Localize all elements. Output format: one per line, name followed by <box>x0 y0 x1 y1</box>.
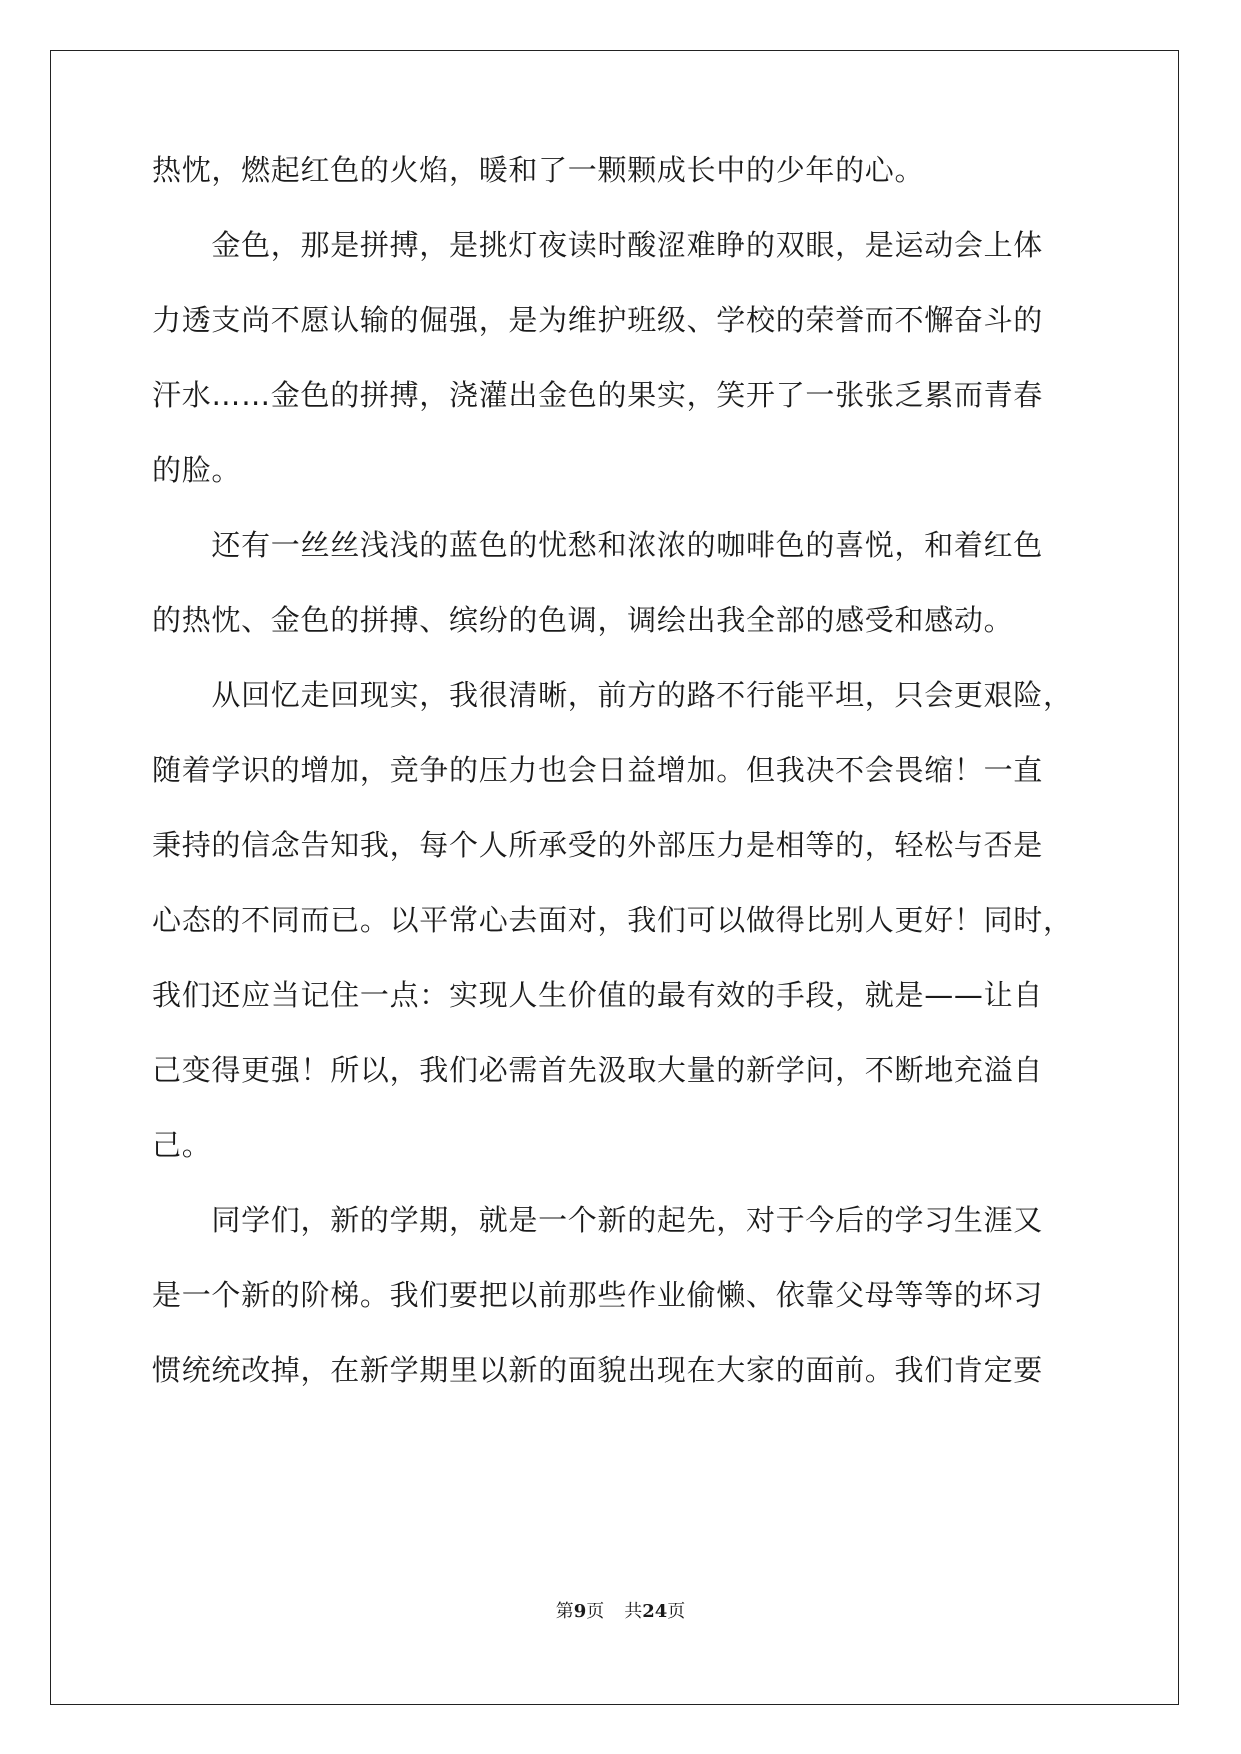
text-line-16: 是一个新的阶梯。我们要把以前那些作业偷懒、依靠父母等等的坏习 <box>152 1278 1044 1312</box>
text-line-13: 己变得更强！所以，我们必需首先汲取大量的新学问，不断地充溢自 <box>152 1053 1044 1087</box>
text-line-14: 己。 <box>152 1128 212 1162</box>
page-prefix: 第 <box>555 1601 574 1622</box>
text-line-1: 热忱，燃起红色的火焰，暖和了一颗颗成长中的少年的心。 <box>152 153 925 187</box>
text-line-11: 心态的不同而已。以平常心去面对，我们可以做得比别人更好！同时， <box>152 903 1073 937</box>
text-line-2: 金色，那是拼搏，是挑灯夜读时酸涩难睁的双眼，是运动会上体 <box>152 228 1044 262</box>
text-line-9: 随着学识的增加，竞争的压力也会日益增加。但我决不会畏缩！一直 <box>152 753 1044 787</box>
text-line-5: 的脸。 <box>152 453 242 487</box>
page-number: 9 <box>573 1601 587 1622</box>
total-prefix: 共 <box>624 1601 643 1622</box>
text-line-4: 汗水……金色的拼搏，浇灌出金色的果实，笑开了一张张乏累而青春 <box>152 378 1044 412</box>
text-line-6: 还有一丝丝浅浅的蓝色的忧愁和浓浓的咖啡色的喜悦，和着红色 <box>152 528 1044 562</box>
total-pages: 24 <box>642 1601 668 1622</box>
text-line-12: 我们还应当记住一点：实现人生价值的最有效的手段，就是——让自 <box>152 978 1044 1012</box>
text-line-10: 秉持的信念告知我，每个人所承受的外部压力是相等的，轻松与否是 <box>152 828 1044 862</box>
text-line-8: 从回忆走回现实，我很清晰，前方的路不行能平坦，只会更艰险， <box>152 678 1073 712</box>
text-line-7: 的热忱、金色的拼搏、缤纷的色调，调绘出我全部的感受和感动。 <box>152 603 1014 637</box>
total-suffix: 页 <box>667 1601 686 1622</box>
text-line-3: 力透支尚不愿认输的倔强，是为维护班级、学校的荣誉而不懈奋斗的 <box>152 303 1044 337</box>
text-line-17: 惯统统改掉，在新学期里以新的面貌出现在大家的面前。我们肯定要 <box>152 1353 1044 1387</box>
page-suffix: 页 <box>586 1601 605 1622</box>
text-line-15: 同学们，新的学期，就是一个新的起先，对于今后的学习生涯又 <box>152 1203 1044 1237</box>
page-footer <box>0 1597 1241 1623</box>
